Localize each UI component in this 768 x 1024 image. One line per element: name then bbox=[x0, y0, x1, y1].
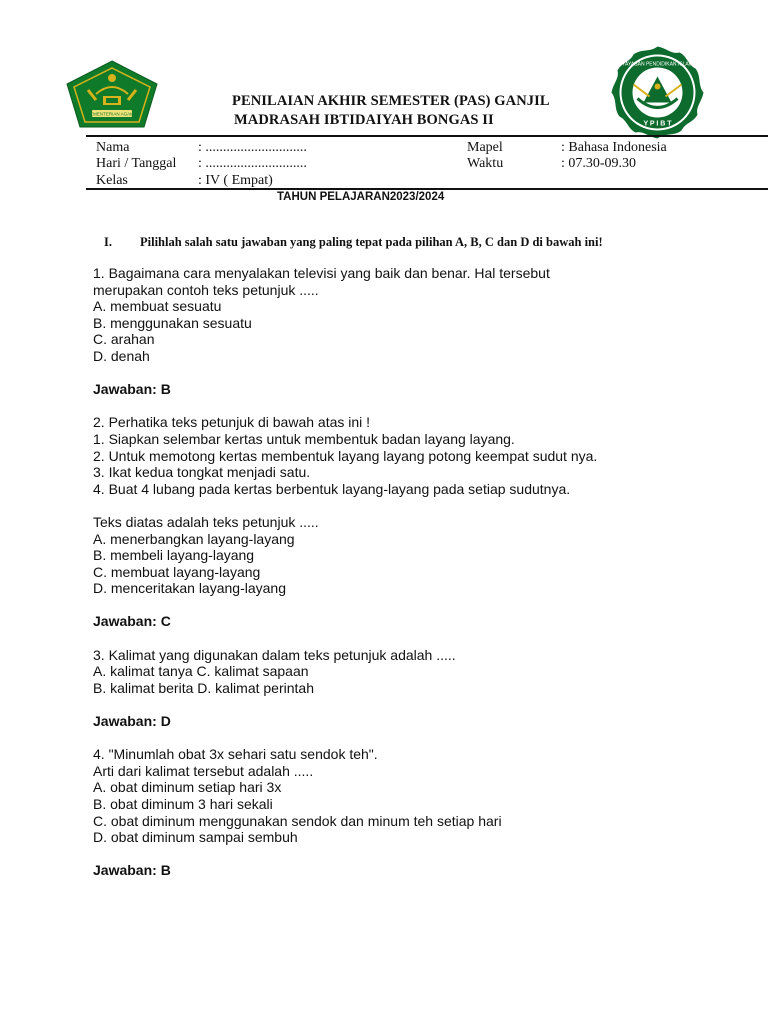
mapel-label: Mapel bbox=[467, 140, 503, 155]
option-a: A. obat diminum setiap hari 3x bbox=[93, 779, 282, 796]
option-c: C. arahan bbox=[93, 331, 155, 348]
question-text: 2. Perhatika teks petunjuk di bawah atas ini ! bbox=[93, 414, 371, 431]
option-a: A. membuat sesuatu bbox=[93, 298, 222, 315]
option-d: D. denah bbox=[93, 347, 150, 364]
instruction-step: 2. Untuk memotong kertas membentuk layang layang potong keempat sudut nya. bbox=[93, 447, 598, 464]
waktu-value: : 07.30-09.30 bbox=[561, 156, 637, 171]
question-4 bbox=[93, 746, 763, 879]
answer-key: Jawaban: B bbox=[93, 862, 171, 879]
section-instruction: Pilihlah salah satu jawaban yang paling tepat pada pilihan A, B, C dan D di bawah ini! bbox=[140, 235, 603, 249]
answer-key: Jawaban: D bbox=[93, 713, 171, 730]
waktu-label: Waktu bbox=[467, 156, 504, 171]
option-b: B. obat diminum 3 hari sekali bbox=[93, 796, 273, 812]
kelas-value: : IV ( Empat) bbox=[198, 173, 273, 188]
svg-text:KEMENTERIAN AGAMA: KEMENTERIAN AGAMA bbox=[87, 111, 137, 117]
options-b-d: B. kalimat berita D. kalimat perintah bbox=[93, 679, 314, 696]
option-c: C. obat diminum menggunakan sendok dan minum teh setiap hari bbox=[93, 812, 502, 829]
question-text: merupakan contoh teks petunjuk ..... bbox=[93, 281, 319, 298]
question-list bbox=[93, 265, 763, 879]
instruction-step: 4. Buat 4 lubang pada kertas berbentuk layang-layang pada setiap sudutnya. bbox=[93, 480, 571, 497]
kelas-label: Kelas bbox=[96, 173, 128, 188]
header-rule-top bbox=[86, 135, 768, 137]
nama-label: Nama bbox=[96, 140, 130, 155]
answer-key: Jawaban: C bbox=[93, 613, 171, 630]
nama-field: : ............................. bbox=[198, 140, 307, 155]
ypibt-logo bbox=[600, 45, 715, 140]
options-a-c: A. kalimat tanya C. kalimat sapaan bbox=[93, 663, 309, 680]
svg-text:Y P I B T: Y P I B T bbox=[643, 120, 672, 128]
option-a: A. menerbangkan layang-layang bbox=[93, 530, 295, 547]
question-text: 1. Bagaimana cara menyalakan televisi yang baik dan benar. Hal tersebut bbox=[93, 265, 550, 281]
header-rule-bottom bbox=[86, 188, 768, 190]
question-text: Arti dari kalimat tersebut adalah ..... bbox=[93, 762, 314, 779]
mapel-value: : Bahasa Indonesia bbox=[561, 140, 667, 155]
question-text: Teks diatas adalah teks petunjuk ..... bbox=[93, 513, 319, 530]
answer-key: Jawaban: B bbox=[93, 381, 171, 398]
section-number: I. bbox=[104, 235, 112, 249]
kemenag-logo bbox=[66, 60, 158, 128]
instruction-step: 1. Siapkan selembar kertas untuk membentuk badan layang layang. bbox=[93, 430, 515, 447]
svg-text:YAYASAN PENDIDIKAN ISLAM: YAYASAN PENDIDIKAN ISLAM bbox=[622, 61, 693, 68]
hari-field: : ............................. bbox=[198, 156, 307, 171]
academic-year: TAHUN PELAJARAN2023/2024 bbox=[277, 191, 445, 203]
option-d: D. obat diminum sampai sembuh bbox=[93, 829, 298, 846]
question-2 bbox=[93, 414, 763, 630]
exam-title: PENILAIAN AKHIR SEMESTER (PAS) GANJIL bbox=[232, 93, 550, 109]
question-text: 4. "Minumlah obat 3x sehari satu sendok teh". bbox=[93, 746, 378, 763]
instruction-step: 3. Ikat kedua tongkat menjadi satu. bbox=[93, 464, 311, 481]
option-c: C. membuat layang-layang bbox=[93, 563, 261, 580]
option-b: B. membeli layang-layang bbox=[93, 547, 255, 564]
question-text: 3. Kalimat yang digunakan dalam teks petunjuk adalah ..... bbox=[93, 646, 456, 663]
option-b: B. menggunakan sesuatu bbox=[93, 314, 252, 331]
question-3 bbox=[93, 647, 763, 730]
question-1 bbox=[93, 265, 763, 398]
school-name: MADRASAH IBTIDAIYAH BONGAS II bbox=[234, 112, 494, 128]
hari-label: Hari / Tanggal bbox=[96, 156, 177, 171]
option-d: D. menceritakan layang-layang bbox=[93, 580, 286, 597]
